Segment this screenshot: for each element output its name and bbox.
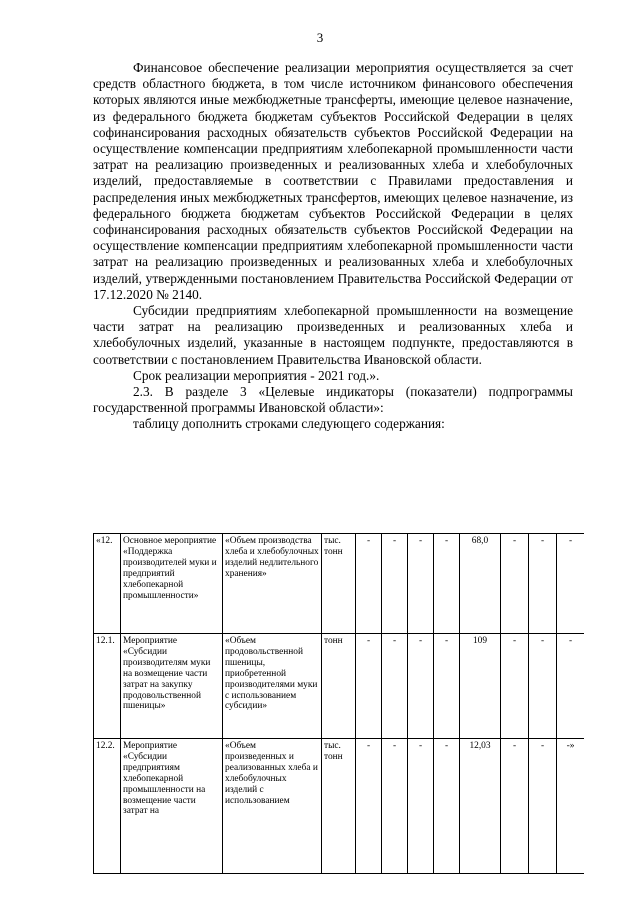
event-name: Основное мероприятие «Поддержка производителей муки и предприятий хлебопекарной промышленности» <box>121 534 223 634</box>
value-cell: - <box>557 534 585 634</box>
row-number: 12.2. <box>94 739 121 874</box>
table-row <box>94 634 585 739</box>
value-cell: - <box>434 634 460 739</box>
indicators-table <box>93 533 584 874</box>
paragraph-table-intro: таблицу дополнить строками следующего содержания: <box>133 416 445 432</box>
value-cell: - <box>501 739 529 874</box>
value-cell: -» <box>557 739 585 874</box>
indicators-table-wrapper <box>93 533 584 905</box>
value-cell: - <box>408 634 434 739</box>
paragraph-section-3: 2.3. В разделе 3 «Целевые индикаторы (показатели) подпрограммы государственной программы Ивановской области»: <box>93 384 573 416</box>
value-cell: - <box>529 534 557 634</box>
paragraph-financing: Финансовое обеспечение реализации мероприятия осуществляется за счет средств областного бюджета, в том числе источником финансового обеспечения которых являются иные межбюджетные трансферты, имеющие целевое назначение, из федерального бюджета бюджетам субъектов Российской Федерации в целях софинансирования расходных обязательств субъектов Российской Федерации на осуществление компенсации предприятиям хлебопекарной промышленности части затрат на реализацию произведенных и реализованных хлеба и хлебобулочных изделий, предоставляемые в соответствии с Правилами предоставления и распределения иных межбюджетных трансфертов, имеющих целевое назначение, из федерального бюджета бюджетам субъектов Российской Федерации в целях софинансирования расходных обязательств субъектов Российской Федерации на осуществление компенсации предприятиям хлебопекарной промышленности части затрат на реализацию произведенных и реализованных хлеба и хлебобулочных изделий, утвержденными постановлением Правительства Российской Федерации от 17.12.2020 № 2140. <box>93 60 573 302</box>
row-number: «12. <box>94 534 121 634</box>
value-cell: - <box>356 739 382 874</box>
body-text <box>93 60 573 433</box>
value-cell: - <box>382 634 408 739</box>
indicator-name: «Объем произведенных и реализованных хлеба и хлебобулочных изделий с использованием <box>223 739 322 874</box>
value-cell: - <box>434 534 460 634</box>
value-cell: - <box>408 534 434 634</box>
indicator-name: «Объем продовольственной пшеницы, приобретенной производителями муки с использованием субсидии» <box>223 634 322 739</box>
value-cell: - <box>408 739 434 874</box>
page-number: 3 <box>316 30 324 45</box>
value-cell: - <box>356 634 382 739</box>
value-cell: - <box>529 739 557 874</box>
value-cell: - <box>382 534 408 634</box>
value-cell: - <box>356 534 382 634</box>
row-number: 12.1. <box>94 634 121 739</box>
table-row <box>94 739 585 874</box>
value-cell: 68,0 <box>460 534 501 634</box>
value-cell: - <box>501 634 529 739</box>
unit: тыс. тонн <box>322 739 356 874</box>
table-row <box>94 534 585 634</box>
value-cell: - <box>557 634 585 739</box>
value-cell: 109 <box>460 634 501 739</box>
unit: тыс. тонн <box>322 534 356 634</box>
value-cell: - <box>529 634 557 739</box>
paragraph-subsidies: Субсидии предприятиям хлебопекарной промышленности на возмещение части затрат на реализацию произведенных и реализованных хлеба и хлебобулочных изделий, указанные в настоящем подпункте, предоставляются в соответствии с постановлением Правительства Ивановской области. <box>93 303 573 367</box>
value-cell: - <box>382 739 408 874</box>
value-cell: - <box>434 739 460 874</box>
indicator-name: «Объем производства хлеба и хлебобулочных изделий недлительного хранения» <box>223 534 322 634</box>
paragraph-term: Срок реализации мероприятия - 2021 год.». <box>133 367 380 383</box>
unit: тонн <box>322 634 356 739</box>
value-cell: 12,03 <box>460 739 501 874</box>
value-cell: - <box>501 534 529 634</box>
event-name: Мероприятие «Субсидии производителям муки на возмещение части затрат на закупку продовольственной пшеницы» <box>121 634 223 739</box>
event-name: Мероприятие «Субсидии предприятиям хлебопекарной промышленности на возмещение части затрат на <box>121 739 223 874</box>
